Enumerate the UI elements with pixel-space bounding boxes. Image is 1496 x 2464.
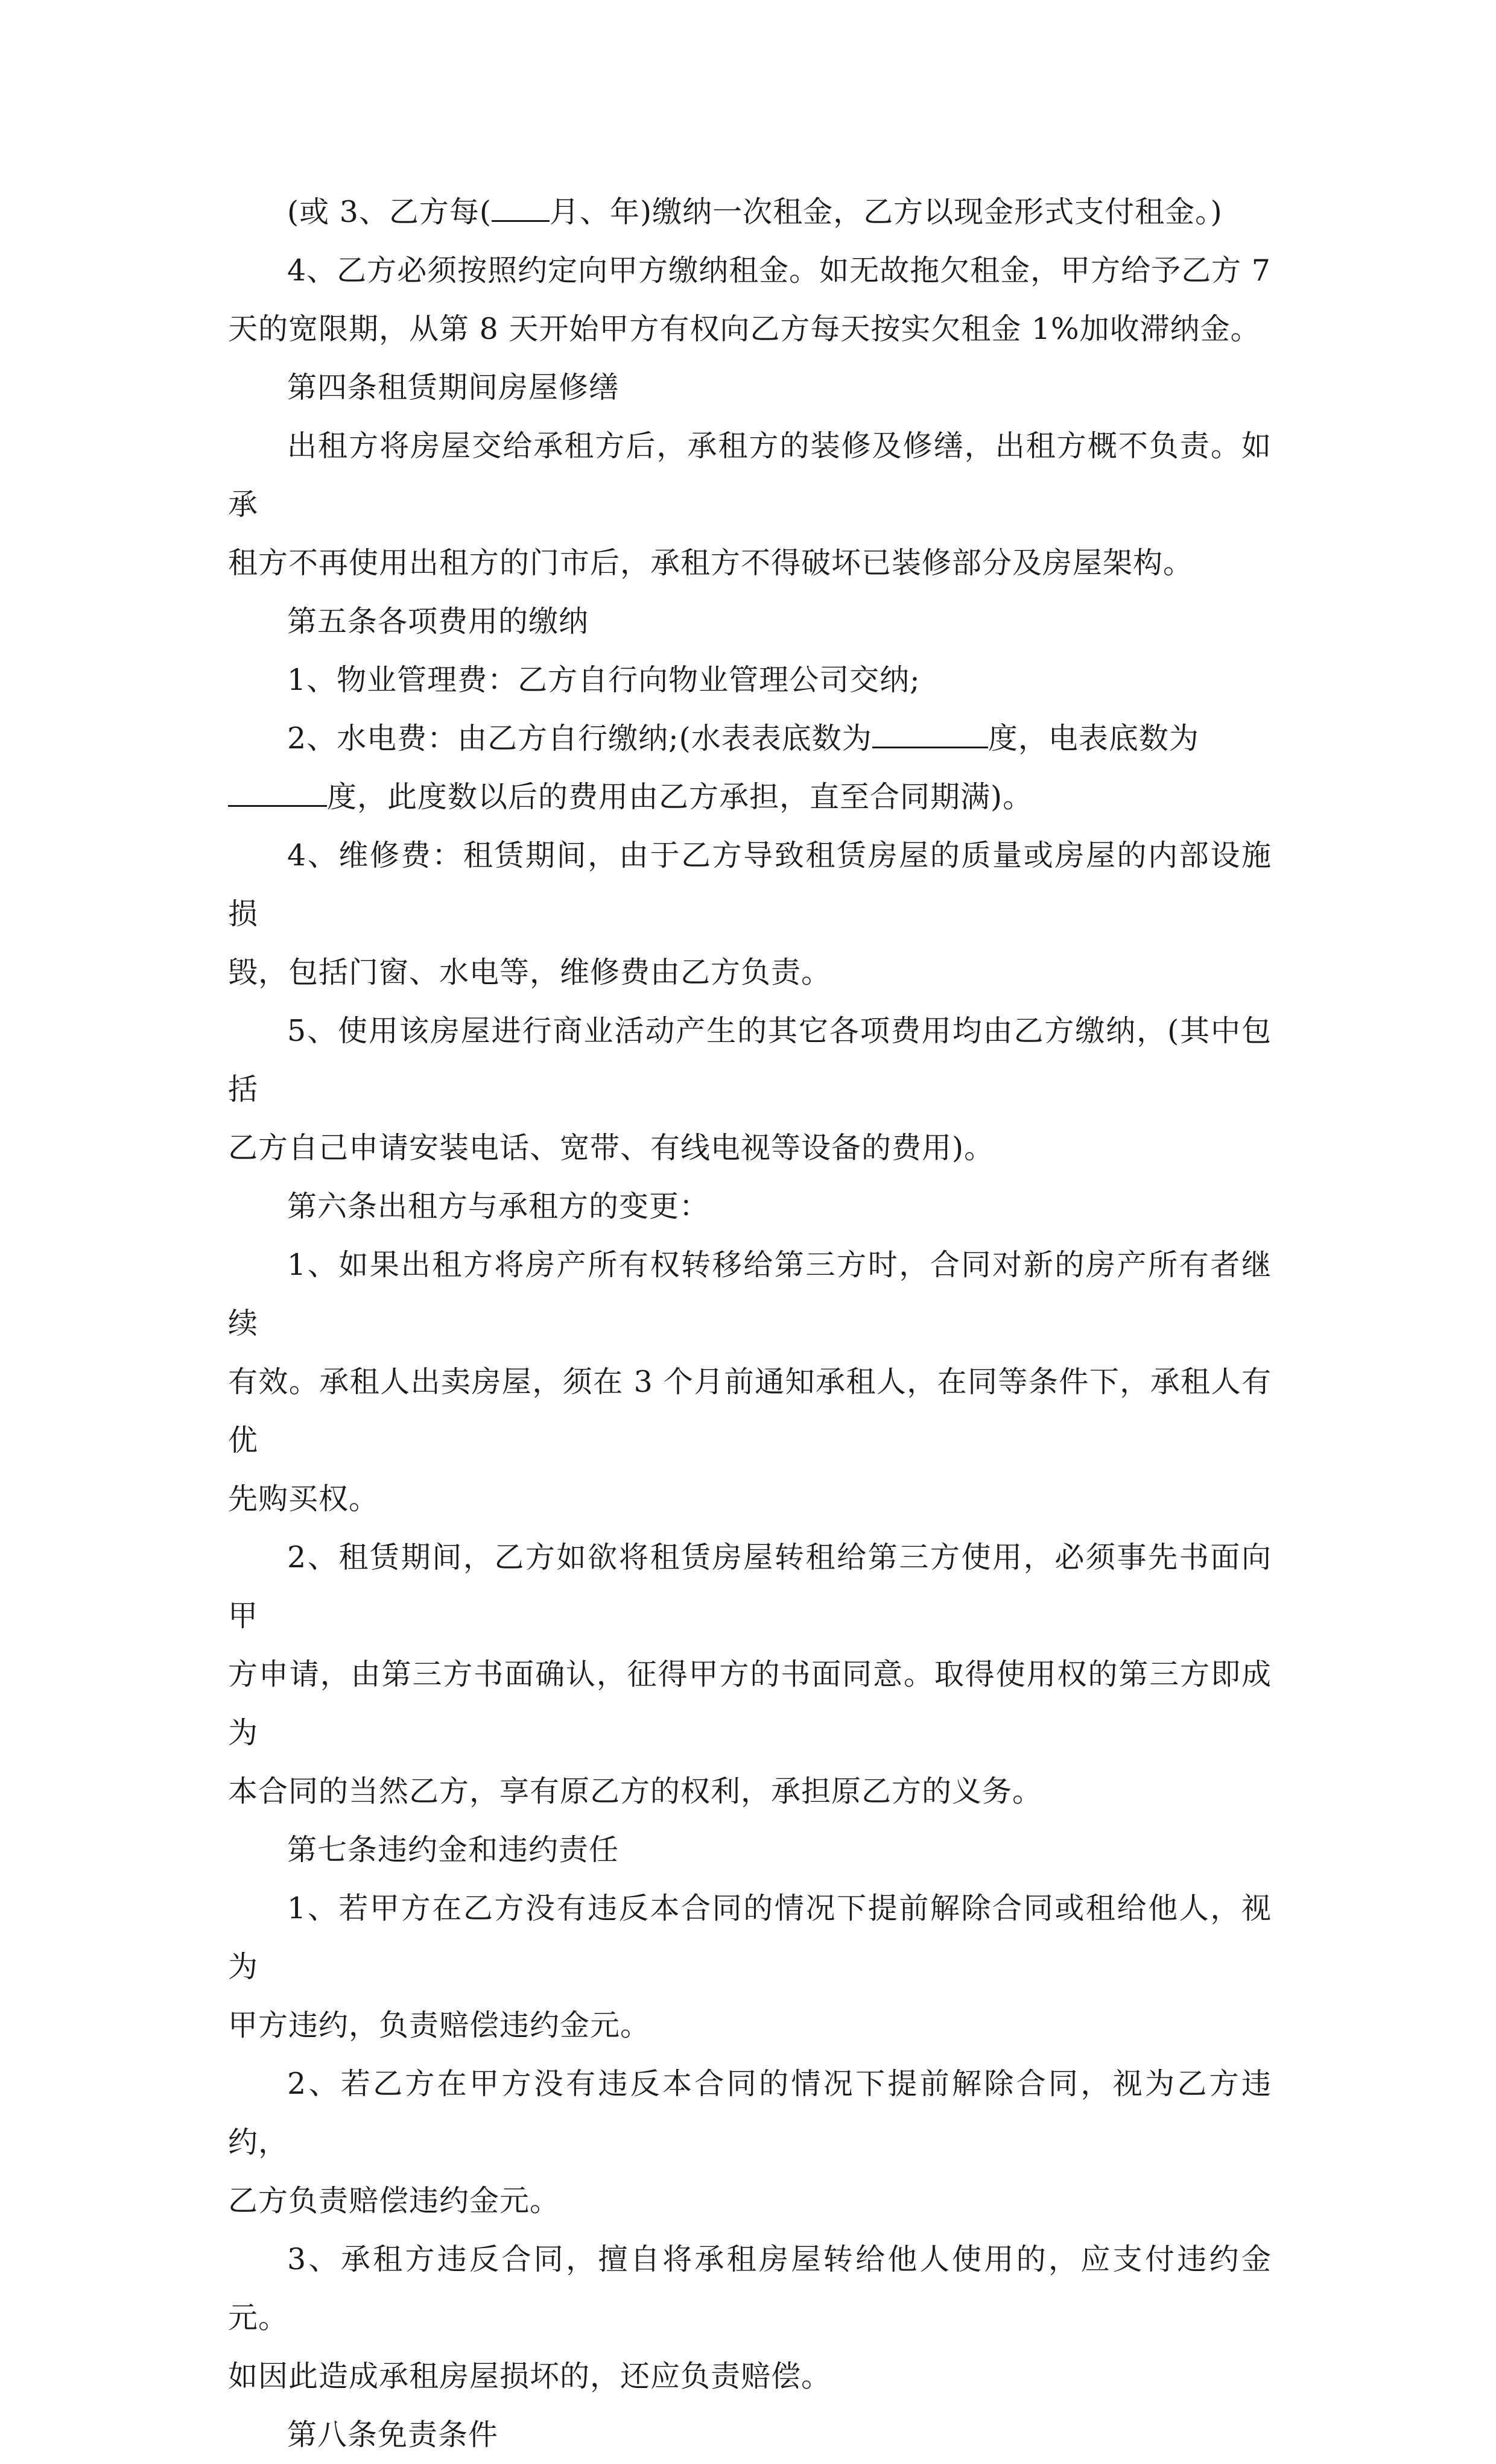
text-line: 1、若甲方在乙方没有违反本合同的情况下提前解除合同或租给他人，视为	[228, 1891, 1272, 1984]
paragraph-maintenance-fee	[228, 826, 1272, 1002]
heading-text: 第五条各项费用的缴纳	[287, 604, 589, 639]
text-line: 1、如果出租方将房产所有权转移给第三方时，合同对新的房产所有者继续	[228, 1248, 1272, 1341]
paragraph-breach-party-a	[228, 1879, 1272, 2055]
paragraph-repairs	[228, 417, 1272, 592]
paragraph-rent-payment-alt	[228, 183, 1272, 241]
text-segment: 月、年)缴纳一次租金，乙方以现金形式支付租金。)	[550, 195, 1223, 229]
text-line: 4、维修费：租赁期间，由于乙方导致租赁房屋的质量或房屋的内部设施损	[228, 838, 1272, 931]
text-line: 5、使用该房屋进行商业活动产生的其它各项费用均由乙方缴纳，(其中包括	[228, 1014, 1272, 1107]
text-line: 天的宽限期，从第 8 天开始甲方有权向乙方每天按实欠租金 1%加收滞纳金。	[228, 312, 1261, 346]
text-line: 租方不再使用出租方的门市后，承租方不得破坏已装修部分及房屋架构。	[228, 546, 1194, 580]
text-line: 2、租赁期间，乙方如欲将租赁房屋转租给第三方使用，必须事先书面向甲	[228, 1540, 1272, 1633]
section-heading-8	[228, 2406, 1272, 2464]
section-heading-5	[228, 592, 1272, 651]
text-line: 1、物业管理费：乙方自行向物业管理公司交纳;	[287, 663, 921, 697]
paragraph-ownership-transfer	[228, 1236, 1272, 1528]
text-line: 乙方负责赔偿违约金元。	[228, 2184, 560, 2218]
text-segment: 度，电表底数为	[987, 721, 1199, 756]
text-segment: 度，此度数以后的费用由乙方承担，直至合同期满)。	[327, 780, 1033, 814]
section-heading-4	[228, 358, 1272, 417]
text-line: 毁，包括门窗、水电等，维修费由乙方负责。	[228, 955, 832, 990]
heading-text: 第六条出租方与承租方的变更：	[287, 1189, 710, 1224]
text-segment: 2、水电费：由乙方自行缴纳;(水表表底数为	[287, 721, 872, 756]
blank-line	[492, 194, 550, 222]
blank-line	[228, 779, 327, 807]
paragraph-utility-fee	[228, 709, 1272, 826]
heading-text: 第四条租赁期间房屋修缮	[287, 370, 620, 405]
text-line: 如因此造成承租房屋损坏的，还应负责赔偿。	[228, 2359, 832, 2393]
paragraph-property-fee	[228, 651, 1272, 709]
heading-text: 第七条违约金和违约责任	[287, 1833, 620, 1867]
paragraph-other-fees	[228, 1002, 1272, 1177]
text-line: 2、若乙方在甲方没有违反本合同的情况下提前解除合同，视为乙方违约，	[228, 2067, 1272, 2159]
text-line: 本合同的当然乙方，享有原乙方的权利，承担原乙方的义务。	[228, 1774, 1043, 1809]
text-line: 先购买权。	[228, 1482, 379, 1516]
paragraph-late-fee	[228, 241, 1272, 358]
document-body	[228, 183, 1272, 2464]
text-line: 出租方将房屋交给承租方后，承租方的装修及修缮，出租方概不负责。如承	[228, 429, 1272, 522]
section-heading-6	[228, 1177, 1272, 1236]
paragraph-sublease	[228, 1528, 1272, 1821]
paragraph-unauthorized-transfer	[228, 2230, 1272, 2406]
paragraph-breach-party-b	[228, 2055, 1272, 2230]
text-line: 甲方违约，负责赔偿违约金元。	[228, 2008, 651, 2042]
text-line: 4、乙方必须按照约定向甲方缴纳租金。如无故拖欠租金，甲方给予乙方 7	[287, 253, 1271, 288]
text-line: 有效。承租人出卖房屋，须在 3 个月前通知承租人，在同等条件下，承租人有优	[228, 1365, 1272, 1458]
text-line: 3、承租方违反合同，擅自将承租房屋转给他人使用的，应支付违约金元。	[228, 2242, 1272, 2335]
text-line: 方申请，由第三方书面确认，征得甲方的书面同意。取得使用权的第三方即成为	[228, 1657, 1272, 1750]
text-line: 乙方自己申请安装电话、宽带、有线电视等设备的费用)。	[228, 1131, 995, 1165]
blank-line	[872, 720, 988, 748]
heading-text: 第八条免责条件	[287, 2418, 499, 2452]
text-segment: (或 3、乙方每(	[287, 195, 492, 229]
section-heading-7	[228, 1821, 1272, 1879]
